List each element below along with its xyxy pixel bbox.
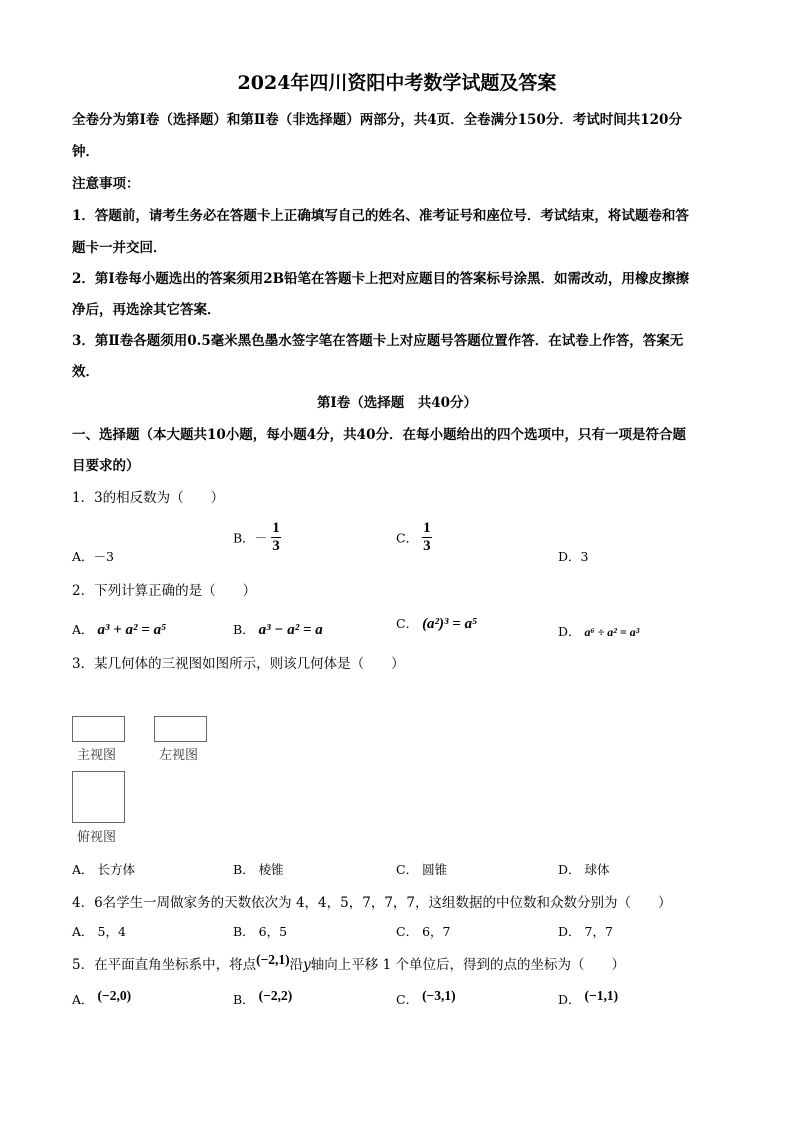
q2-c-math: (a²)³ = a⁵ [422,616,478,632]
q5-stem-b: 沿 [289,957,304,973]
note-2b: 净后，再选涂其它答案． [72,302,221,318]
q3-option-a [72,860,135,878]
q5-b-value: (−2,2) [258,988,293,1003]
q3-a-label: A． [72,862,94,877]
section-desc-b: 目要求的） [72,458,140,474]
q3-option-d [558,860,610,878]
q4-option-c [396,922,450,940]
q4-a-value: 5，4 [97,924,126,939]
q2-option-d [558,622,639,640]
q3-option-c [396,860,447,878]
q3-c-label: C． [396,862,419,877]
q5-c-label: C． [396,992,419,1007]
top-view-square [72,771,125,823]
q1-d-label: D． [558,549,581,564]
q1-c-numerator: 1 [423,520,431,536]
q4-b-label: B． [233,924,255,939]
q1-d-value: 3 [580,549,589,564]
section-heading: 第Ⅰ卷（选择题 共40分） [316,395,478,411]
q1-b-sign: － [254,530,268,546]
q5-c-value: (−3,1) [422,988,456,1003]
q2-option-c [396,614,477,633]
q2-c-label: C． [396,616,419,631]
note-3b: 效． [72,364,99,380]
q2-option-a [72,620,166,639]
note-3a: 3．第Ⅱ卷各题须用0.5毫米黑色墨水签字笔在答题卡上对应题号答题位置作答．在试卷上作答，答案无 [72,333,684,349]
q5-axis: y [303,957,311,973]
q1-c-fraction [422,520,432,555]
intro-line-2: 钟． [72,144,99,160]
q4-c-value: 6，7 [422,924,451,939]
q4-a-label: A． [72,924,94,939]
page-title: 2024年四川资阳中考数学试题及答案 [237,72,557,94]
q2-option-b [233,620,323,639]
q1-c-label: C． [396,530,419,546]
q1-c-denominator: 3 [423,538,431,554]
q5-d-value: (−1,1) [584,988,619,1003]
q3-d-value: 球体 [584,862,610,877]
q4-d-value: 7，7 [584,924,613,939]
q5-option-d [558,990,618,1008]
q2-d-math: a⁶ ÷ a² = a³ [584,625,640,639]
q1-b-label: B． [233,530,255,546]
note-2a: 2．第Ⅰ卷每小题选出的答案须用2B铅笔在答题卡上把对应题目的答案标号涂黑．如需改动，用橡皮擦擦 [72,271,690,287]
q5-option-c [396,990,456,1008]
q4-stem: 4．6名学生一周做家务的天数依次为 4，4，5，7，7，7，这组数据的中位数和众数分别为（ ） [72,895,672,911]
q1-a-value: －3 [93,549,114,564]
q2-stem: 2．下列计算正确的是（ ） [72,583,257,599]
q4-option-a [72,922,126,940]
front-view-label: 主视图 [77,748,117,763]
q1-option-c [396,520,432,555]
top-view-label: 俯视图 [77,830,117,845]
q5-stem [72,953,625,973]
q3-a-value: 长方体 [97,862,136,877]
q5-a-label: A． [72,992,94,1007]
q4-b-value: 6，5 [258,924,288,939]
q3-b-value: 棱锥 [258,862,284,877]
q3-c-value: 圆锥 [422,862,448,877]
q3-stem: 3．某几何体的三视图如图所示，则该几何体是（ ） [72,656,405,672]
q5-stem-a: 5．在平面直角坐标系中，将点 [72,957,257,973]
q5-d-label: D． [558,992,581,1007]
q5-a-value: (−2,0) [97,988,132,1003]
q5-point: (−2,1) [256,952,290,967]
q2-a-math: a³ + a² = a⁵ [97,622,167,638]
q2-a-label: A． [72,622,94,637]
q1-b-denominator: 3 [272,538,280,554]
q1-option-b [233,520,281,555]
q5-option-a [72,990,131,1008]
left-view-label: 左视图 [159,748,199,763]
q1-stem: 1．3的相反数为（ ） [72,490,225,506]
q5-b-label: B． [233,992,255,1007]
section-desc-a: 一、选择题（本大题共10小题，每小题4分，共40分．在每小题给出的四个选项中，只有一项是符合题 [72,427,686,443]
q3-d-label: D． [558,862,581,877]
q3-option-b [233,860,284,878]
q4-d-label: D． [558,924,581,939]
q1-option-d [558,547,588,565]
q2-b-math: a³ − a² = a [258,622,323,638]
q3-b-label: B． [233,862,255,877]
q2-b-label: B． [233,622,255,637]
q1-b-numerator: 1 [272,520,280,536]
q1-option-a [72,547,114,565]
front-view-rectangle [72,716,125,742]
q5-stem-c: 轴向上平移 1 个单位后，得到的点的坐标为（ ） [310,957,625,973]
q5-option-b [233,990,292,1008]
note-1a: 1．答题前，请考生务必在答题卡上正确填写自己的姓名、准考证号和座位号．考试结束，将试题卷和答 [72,208,689,224]
q4-c-label: C． [396,924,419,939]
notes-title: 注意事项： [72,176,140,192]
q1-b-fraction [271,520,281,555]
q4-option-d [558,922,613,940]
left-view-rectangle [154,716,207,742]
q1-a-label: A． [72,549,94,564]
q4-option-b [233,922,287,940]
intro-line-1: 全卷分为第Ⅰ卷（选择题）和第Ⅱ卷（非选择题）两部分，共4页．全卷满分150分．考试时间共120分 [72,112,682,128]
note-1b: 题卡一并交回． [72,240,167,256]
q2-d-label: D． [558,624,581,639]
